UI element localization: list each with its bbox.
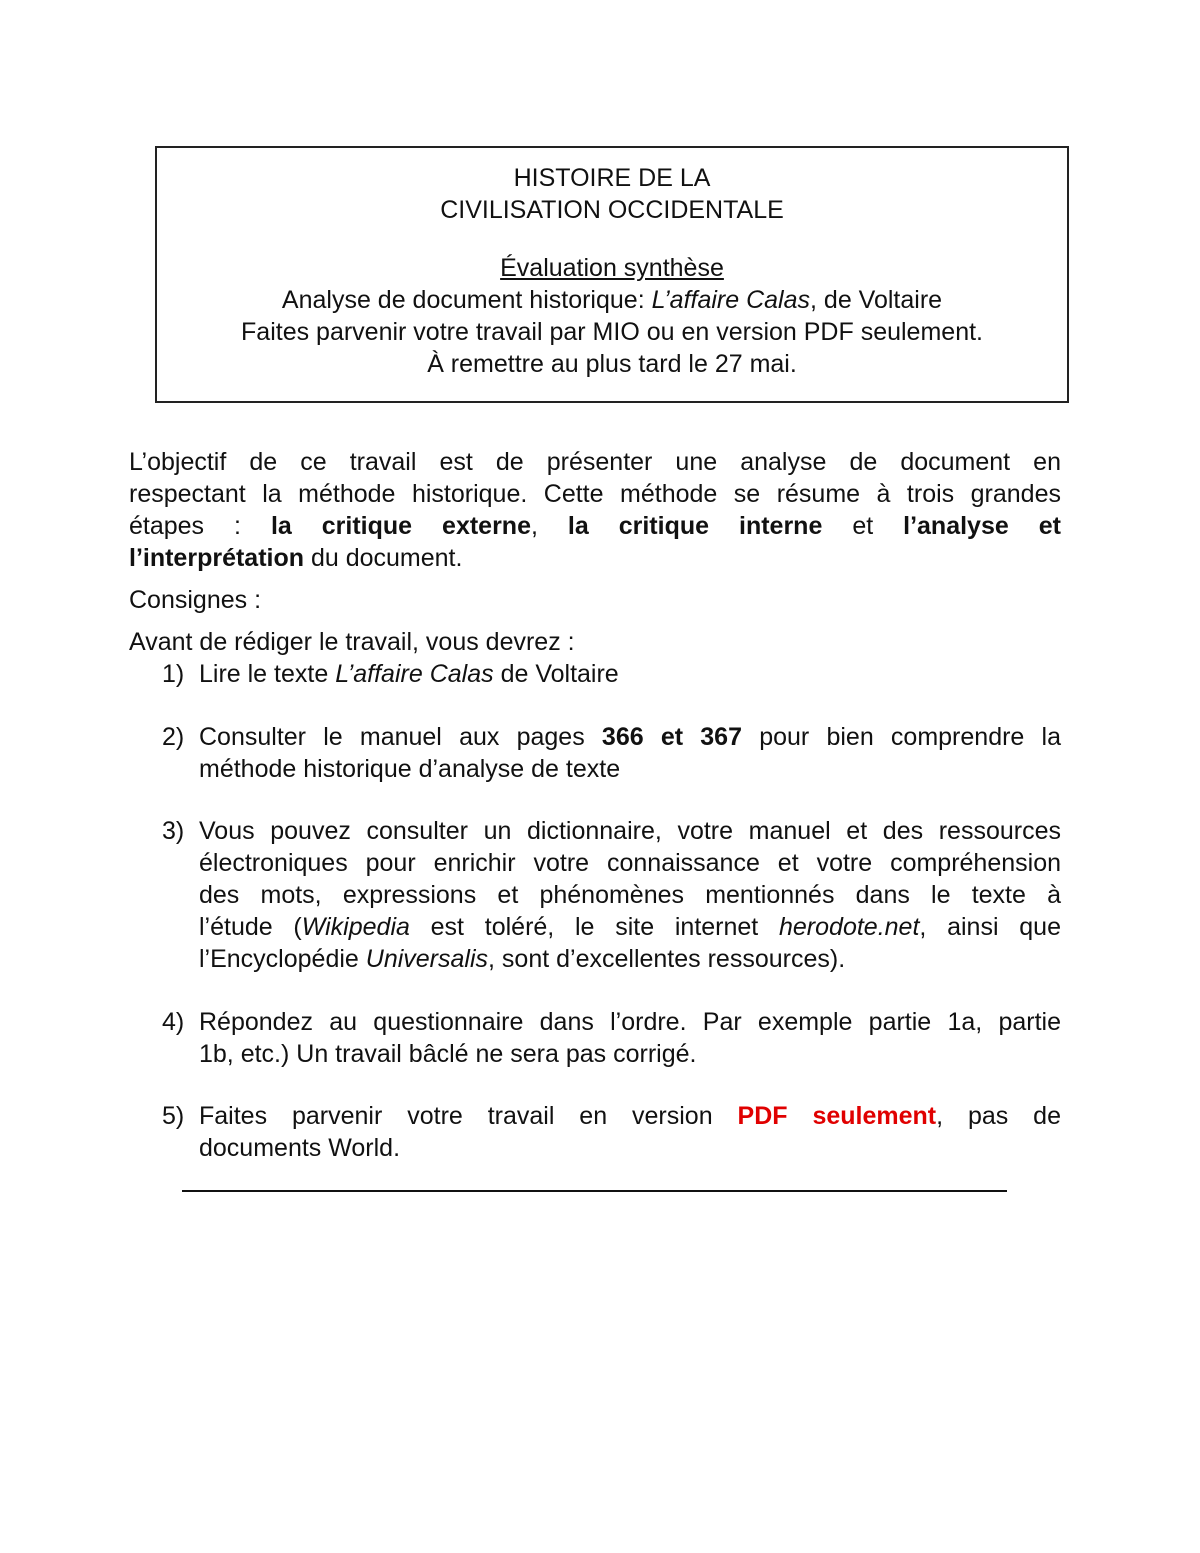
list-item-text [199,658,1061,690]
header-box [155,146,1069,403]
item-line [199,911,1061,943]
intro-line [129,510,1061,542]
item-text: l’Encyclopédie [199,945,366,973]
list-number: 2) [162,723,185,751]
item-line [199,943,1061,975]
item-pages: 366 et 367 [601,723,742,751]
evaluation-title [157,252,1067,284]
list-number: 5) [162,1102,185,1130]
list-item [129,815,1061,975]
pdf-only-highlight: PDF seulement [737,1102,937,1130]
item-line [199,721,1061,753]
list-item [129,1100,1061,1164]
list-item [129,658,1061,690]
analysis-work-title: L’affaire Calas [651,286,811,314]
intro-bold: l’analyse et [903,512,1061,540]
list-number: 4) [162,1008,185,1036]
course-title-line2: CIVILISATION OCCIDENTALE [440,196,784,224]
item-text: , ainsi que [919,913,1061,941]
item-text: pour bien comprendre la [742,723,1061,751]
list-item [129,721,1061,785]
list-item-text [199,721,1061,785]
item-text: , pas de [936,1102,1061,1130]
course-title-line1: HISTOIRE DE LA [513,164,711,192]
item-line: des mots, expressions et phénomènes mentionnés dans le texte à [199,881,1061,909]
intro-paragraph [129,446,1061,574]
list-item [129,1006,1061,1070]
item-line: méthode historique d’analyse de texte [199,755,621,783]
consignes-label: Consignes : [129,586,262,614]
item-ref-universalis: Universalis [365,945,489,973]
deadline: À remettre au plus tard le 27 mai. [427,350,797,378]
item-text: Lire le texte [199,660,336,688]
item-work-title: L’affaire Calas [335,660,494,688]
list-item-text [199,815,1061,975]
intro-bold: la critique interne [567,512,823,540]
item-ref-herodote: herodote.net [779,913,920,941]
item-text: , sont d’excellentes ressources). [488,945,846,973]
item-line [199,1100,1061,1132]
item-text: Consulter le manuel aux pages [199,723,602,751]
analysis-prefix: Analyse de document historique: [281,286,652,314]
item-line: 1b, etc.) Un travail bâclé ne sera pas corrigé. [199,1040,697,1068]
item-text: Faites parvenir votre travail en version [199,1102,738,1130]
list-item-text [199,1006,1061,1070]
intro-text: étapes : [129,512,271,540]
intro-text: et [822,512,904,540]
item-line: électroniques pour enrichir votre connaissance et votre compréhension [199,849,1061,877]
before-label: Avant de rédiger le travail, vous devrez : [129,628,575,656]
submission-note: Faites parvenir votre travail par MIO ou en version PDF seulement. [241,318,983,346]
item-text: est toléré, le site internet [409,913,779,941]
intro-bold: l’interprétation [129,544,305,572]
analysis-line [157,284,1067,316]
evaluation-title-text: Évaluation synthèse [500,254,724,282]
item-ref-wikipedia: Wikipedia [301,913,410,941]
list-number: 3) [162,817,185,845]
item-line: Répondez au questionnaire dans l’ordre. Par exemple partie 1a, partie [199,1008,1061,1036]
item-text: l’étude ( [199,913,302,941]
item-text: de Voltaire [493,660,619,688]
intro-line: L’objectif de ce travail est de présenter une analyse de document en [129,448,1061,476]
list-item-text [199,1100,1061,1164]
item-line: Vous pouvez consulter un dictionnaire, votre manuel et des ressources [199,817,1061,845]
analysis-suffix: , de Voltaire [810,286,943,314]
intro-bold: la critique externe [270,512,531,540]
list-number: 1) [162,660,185,688]
bottom-divider [182,1190,1007,1192]
item-line: documents World. [199,1134,401,1162]
intro-text: , [530,512,568,540]
intro-line [129,542,1061,574]
intro-text: du document. [304,544,463,572]
intro-line: respectant la méthode historique. Cette méthode se résume à trois grandes [129,480,1061,508]
